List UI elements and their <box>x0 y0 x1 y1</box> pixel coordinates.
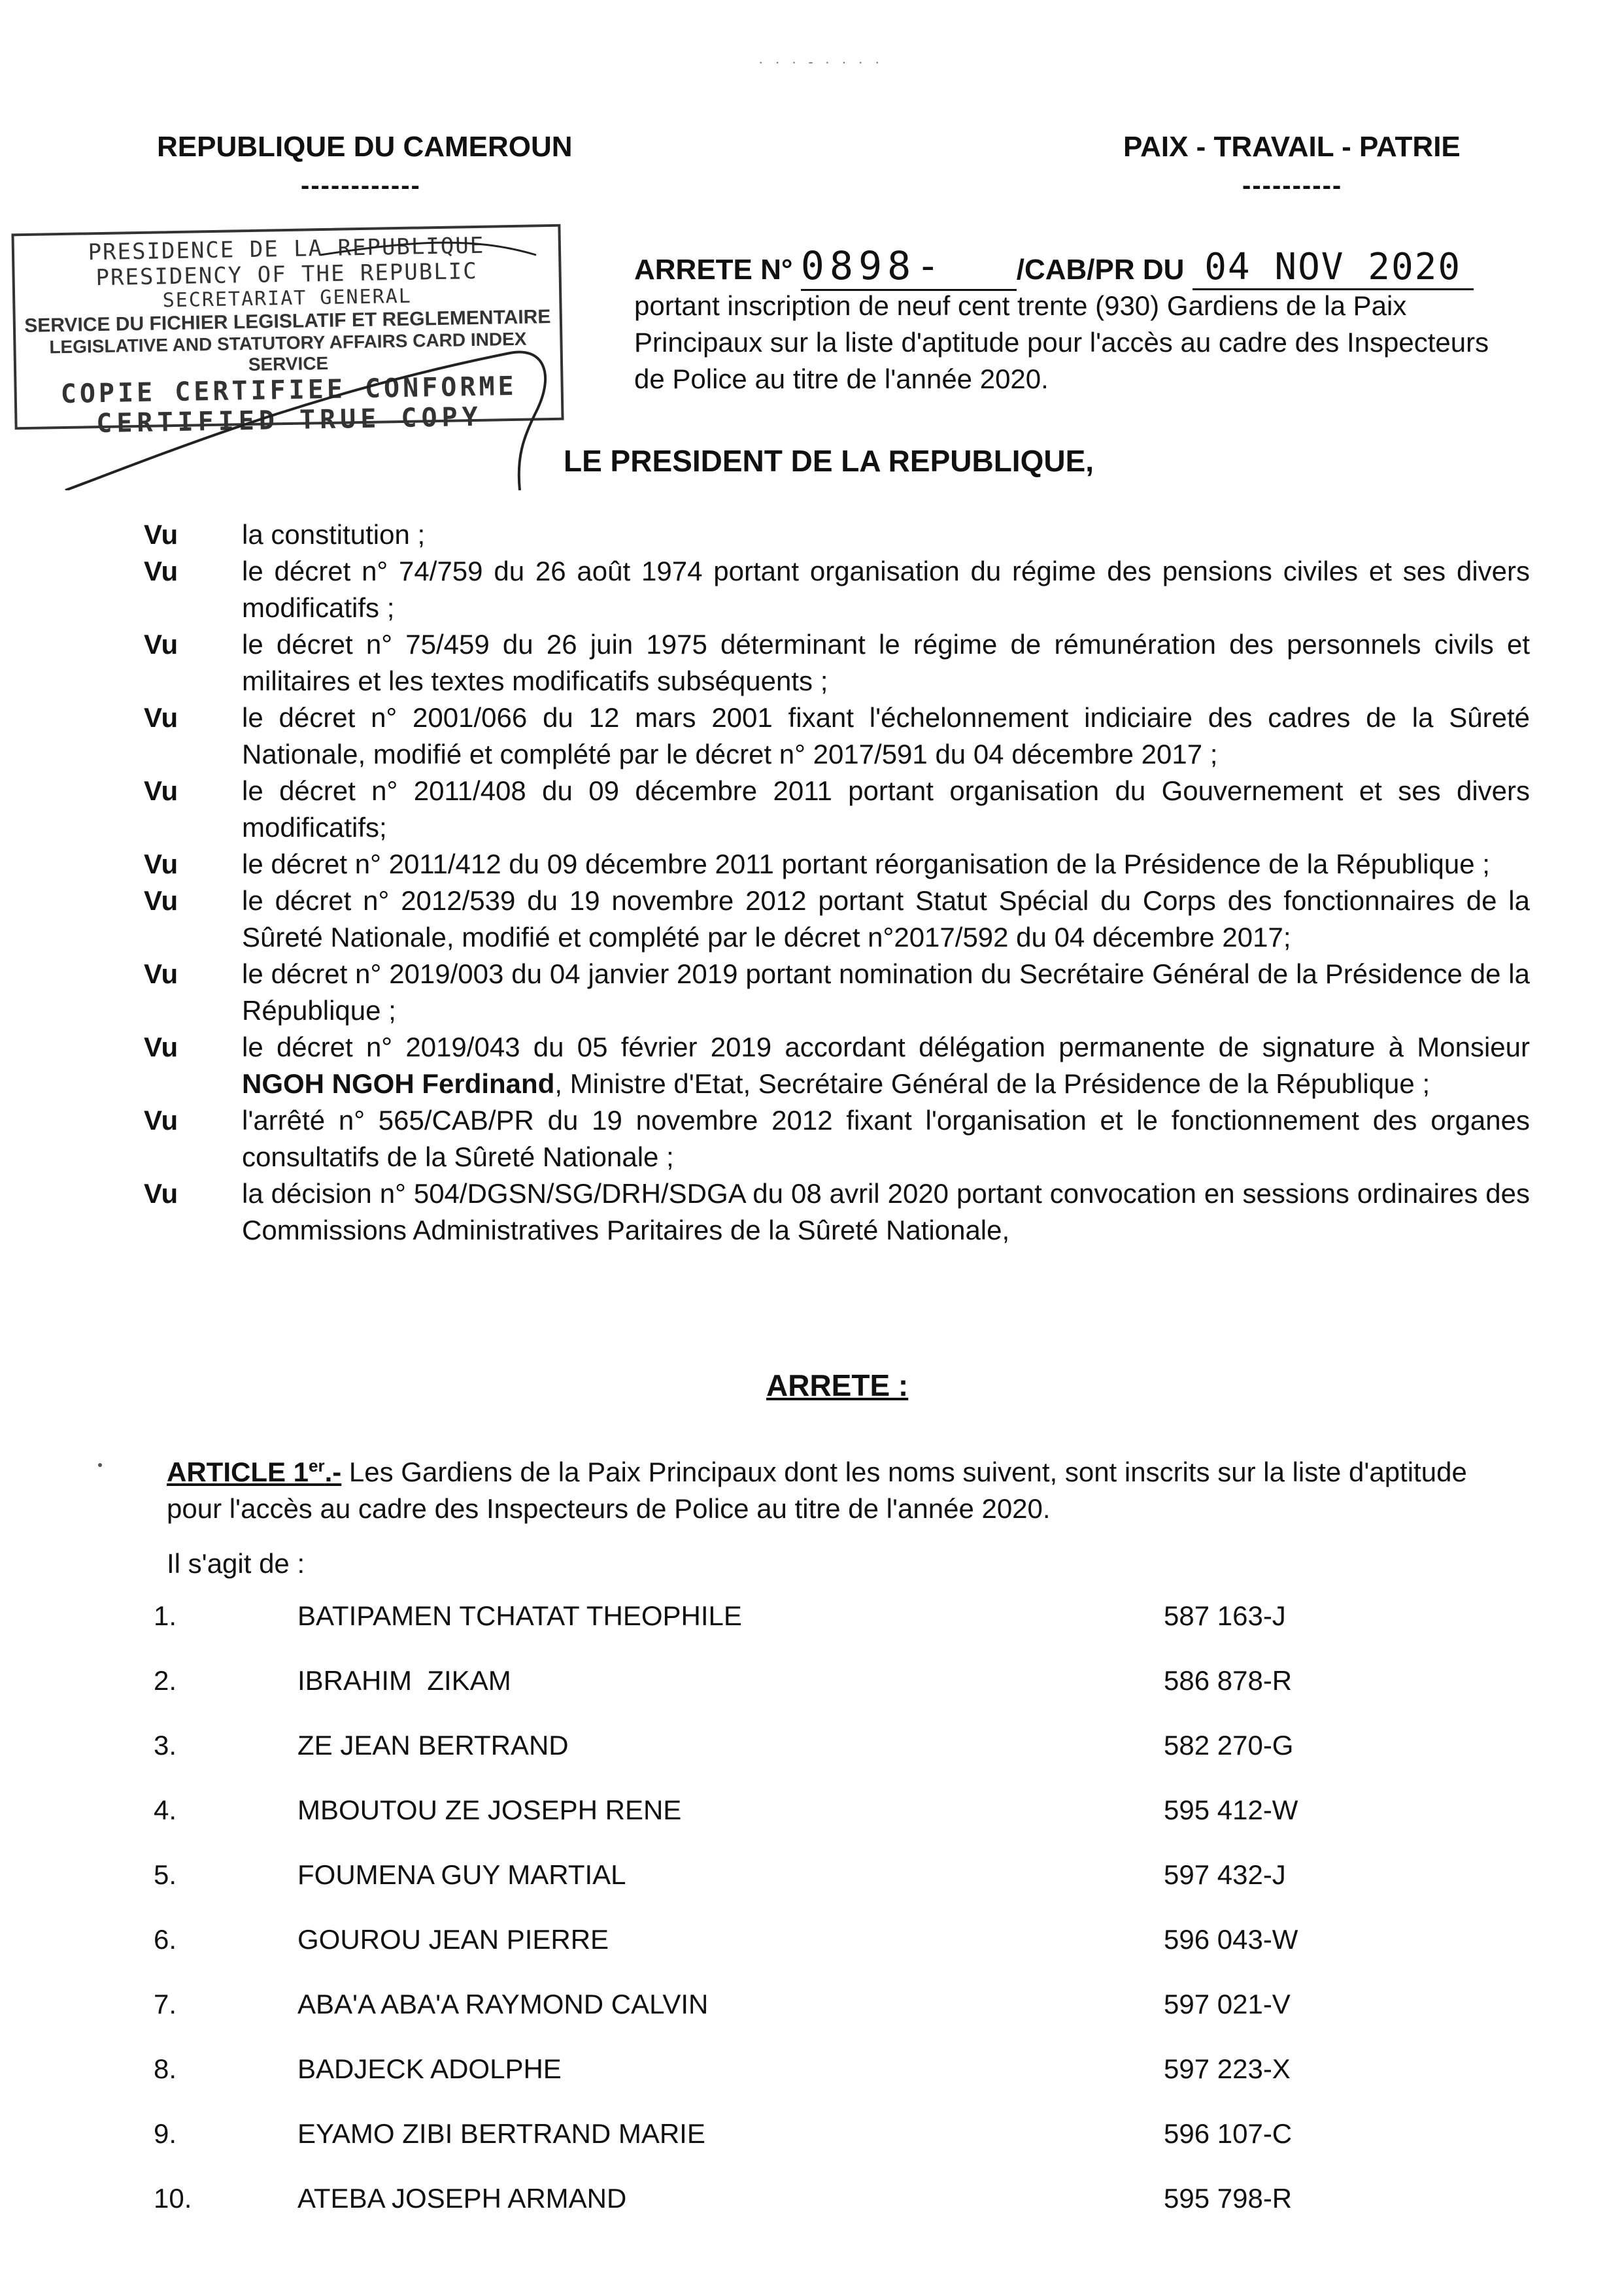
list-item-number: 4. <box>154 1795 177 1825</box>
visa-item <box>144 516 1530 553</box>
list-item <box>154 2118 1396 2183</box>
stamp-line: CERTIFIED TRUE COPY <box>95 401 483 439</box>
visa-item <box>144 1102 1530 1175</box>
visa-item <box>144 553 1530 626</box>
stamp-line: LEGISLATIVE AND STATUTORY AFFAIRS CARD INDEX SERVICE <box>49 328 527 375</box>
arrete-prefix: ARRETE N° <box>634 254 793 286</box>
list-item-name: EYAMO ZIBI BERTRAND MARIE <box>297 2118 705 2149</box>
list-item <box>154 2053 1396 2118</box>
visa-item <box>144 846 1530 883</box>
list-item <box>154 1665 1396 1730</box>
arrete-number-field <box>801 243 1017 291</box>
list-item-name: ABA'A ABA'A RAYMOND CALVIN <box>297 1989 709 2019</box>
list-item <box>154 1989 1396 2053</box>
list-item <box>154 1730 1396 1795</box>
visa-text: la décision n° 504/DGSN/SG/DRH/SDGA du 08 avril 2020 portant convocation en sessions ordinaires des Commissions Administratives Paritaires de la Sûreté Nationale, <box>242 1178 1530 1245</box>
header-country-separator: ------------ <box>301 171 421 200</box>
visa-text: le décret n° 2012/539 du 19 novembre 2012 portant Statut Spécial du Corps des fonctionnaires de la Sûreté Nationale, modifié et complété par le décret n°2017/592 du 04 décembre 2017; <box>242 885 1530 953</box>
list-item-number: 6. <box>154 1924 177 1955</box>
arrete-reference: /CAB/PR DU <box>1016 254 1185 286</box>
signatory-name: NGOH NGOH Ferdinand <box>242 1068 555 1099</box>
list-item-matricule: 587 163-J <box>1164 1600 1286 1631</box>
visa-label: Vu <box>144 1032 178 1062</box>
list-intro: Il s'agit de : <box>167 1548 305 1579</box>
list-item-number: 2. <box>154 1665 177 1696</box>
visa-label: Vu <box>144 629 178 660</box>
visa-item <box>144 773 1530 846</box>
article-1 <box>167 1447 1507 1527</box>
visa-text: le décret n° 74/759 du 26 août 1974 portant organisation du régime des pensions civiles et ses divers modificatifs ; <box>242 556 1530 623</box>
visa-text: le décret n° 2001/066 du 12 mars 2001 fixant l'échelonnement indiciaire des cadres de la Sûreté Nationale, modifié et complété par le décret n° 2017/591 du 04 décembre 2017 ; <box>242 702 1530 769</box>
list-item-name: MBOUTOU ZE JOSEPH RENE <box>297 1795 682 1825</box>
article-1-text: Les Gardiens de la Paix Principaux dont les noms suivent, sont inscrits sur la liste d'aptitude pour l'accès au cadre des Inspecteurs de Police au titre de l'année 2020. <box>167 1457 1467 1524</box>
list-item-name: GOUROU JEAN PIERRE <box>297 1924 609 1955</box>
visa-text: le décret n° 2011/412 du 09 décembre 2011 portant réorganisation de la Présidence de la République ; <box>242 849 1490 879</box>
stamp-line: COPIE CERTIFIEE CONFORME <box>60 371 518 409</box>
stamp-line: PRESIDENCY OF THE REPUBLIC <box>95 258 479 292</box>
arrete-number: 0898- <box>800 243 945 289</box>
visas-list <box>144 516 1530 1249</box>
header-country: REPUBLIQUE DU CAMEROUN <box>157 131 573 163</box>
list-item-number: 7. <box>154 1989 177 2019</box>
visa-label: Vu <box>144 849 178 879</box>
list-item-number: 9. <box>154 2118 177 2149</box>
arrete-date-field <box>1193 246 1474 290</box>
visa-item <box>144 1175 1530 1249</box>
list-item-matricule: 597 021-V <box>1164 1989 1291 2019</box>
visa-text-part: le décret n° 2019/043 du 05 février 2019 accordant délégation permanente de signature à Monsieur <box>242 1032 1530 1062</box>
list-item <box>154 2183 1396 2248</box>
list-item-matricule: 596 043-W <box>1164 1924 1298 1955</box>
list-item-matricule: 597 432-J <box>1164 1859 1286 1890</box>
list-item-name: BATIPAMEN TCHATAT THEOPHILE <box>297 1600 742 1631</box>
visa-label: Vu <box>144 519 178 550</box>
list-item-matricule: 596 107-C <box>1164 2118 1293 2149</box>
list-item <box>154 1795 1396 1859</box>
arrete-title <box>634 243 1474 291</box>
article-label-text: ARTICLE 1 <box>167 1457 309 1487</box>
visa-item <box>144 1029 1530 1102</box>
visa-text: la constitution ; <box>242 519 426 550</box>
visa-label: Vu <box>144 775 178 806</box>
visa-text: le décret n° 75/459 du 26 juin 1975 déterminant le régime de rémunération des personnels civils et militaires et les textes modificatifs subséquents ; <box>242 629 1530 696</box>
list-item-matricule: 595 798-R <box>1164 2183 1293 2214</box>
scan-artifact: · · · - · · · · <box>758 54 884 70</box>
header-motto-separator: ---------- <box>1242 171 1343 200</box>
gardiens-list <box>154 1600 1396 2248</box>
arrete-purpose: portant inscription de neuf cent trente (930) Gardiens de la Paix Principaux sur la liste d'aptitude pour l'accès au cadre des Inspecteurs de Police au titre de l'année 2020. <box>634 290 1489 394</box>
list-item-name: ZE JEAN BERTRAND <box>297 1730 569 1761</box>
list-item <box>154 1600 1396 1665</box>
list-item-matricule: 582 270-G <box>1164 1730 1294 1761</box>
list-item-name: IBRAHIM ZIKAM <box>297 1665 511 1696</box>
article-label-sup: er <box>309 1456 325 1476</box>
arrete-date: 04 NOV 2020 <box>1204 246 1462 288</box>
list-item-number: 5. <box>154 1859 177 1890</box>
visa-text: le décret n° 2019/003 du 04 janvier 2019 portant nomination du Secrétaire Général de la Présidence de la République ; <box>242 958 1530 1026</box>
visa-label: Vu <box>144 1178 178 1209</box>
stamp-line: SECRETARIAT GENERAL <box>162 284 413 312</box>
list-item-name: ATEBA JOSEPH ARMAND <box>297 2183 627 2214</box>
list-item-number: 1. <box>154 1600 177 1631</box>
president-heading: LE PRESIDENT DE LA REPUBLIQUE, <box>564 444 1094 478</box>
article-label-suffix: .- <box>324 1457 342 1487</box>
list-item-number: 10. <box>154 2183 192 2214</box>
stamp-line: SERVICE DU FICHIER LEGISLATIF ET REGLEMENTAIRE <box>24 305 551 337</box>
article-1-label <box>167 1457 341 1487</box>
visa-text: l'arrêté n° 565/CAB/PR du 19 novembre 2012 fixant l'organisation et le fonctionnement des organes consultatifs de la Sûreté Nationale ; <box>242 1105 1530 1172</box>
arrete-heading: ARRETE : <box>766 1368 909 1402</box>
visa-item <box>144 883 1530 956</box>
visa-text: le décret n° 2011/408 du 09 décembre 2011 portant organisation du Gouvernement et ses divers modificatifs; <box>242 775 1530 843</box>
header-motto: PAIX - TRAVAIL - PATRIE <box>1123 131 1461 163</box>
list-item-number: 8. <box>154 2053 177 2084</box>
list-item <box>154 1859 1396 1924</box>
list-item-name: FOUMENA GUY MARTIAL <box>297 1859 626 1890</box>
visa-label: Vu <box>144 702 178 733</box>
visa-label: Vu <box>144 958 178 989</box>
scan-speck <box>98 1463 102 1467</box>
list-item-number: 3. <box>154 1730 177 1761</box>
visa-label: Vu <box>144 1105 178 1136</box>
list-item-matricule: 586 878-R <box>1164 1665 1293 1696</box>
visa-item <box>144 626 1530 700</box>
list-item <box>154 1924 1396 1989</box>
list-item-matricule: 595 412-W <box>1164 1795 1298 1825</box>
list-item-matricule: 597 223-X <box>1164 2053 1291 2084</box>
visa-text-part: , Ministre d'Etat, Secrétaire Général de la Présidence de la République ; <box>554 1068 1430 1099</box>
visa-label: Vu <box>144 556 178 586</box>
visa-label: Vu <box>144 885 178 916</box>
visa-text <box>242 1029 1530 1102</box>
signature-stroke <box>39 216 562 490</box>
visa-item <box>144 956 1530 1029</box>
stamp-line: PRESIDENCE DE LA REPUBLIQUE <box>88 232 485 266</box>
visa-item <box>144 700 1530 773</box>
list-item-name: BADJECK ADOLPHE <box>297 2053 562 2084</box>
